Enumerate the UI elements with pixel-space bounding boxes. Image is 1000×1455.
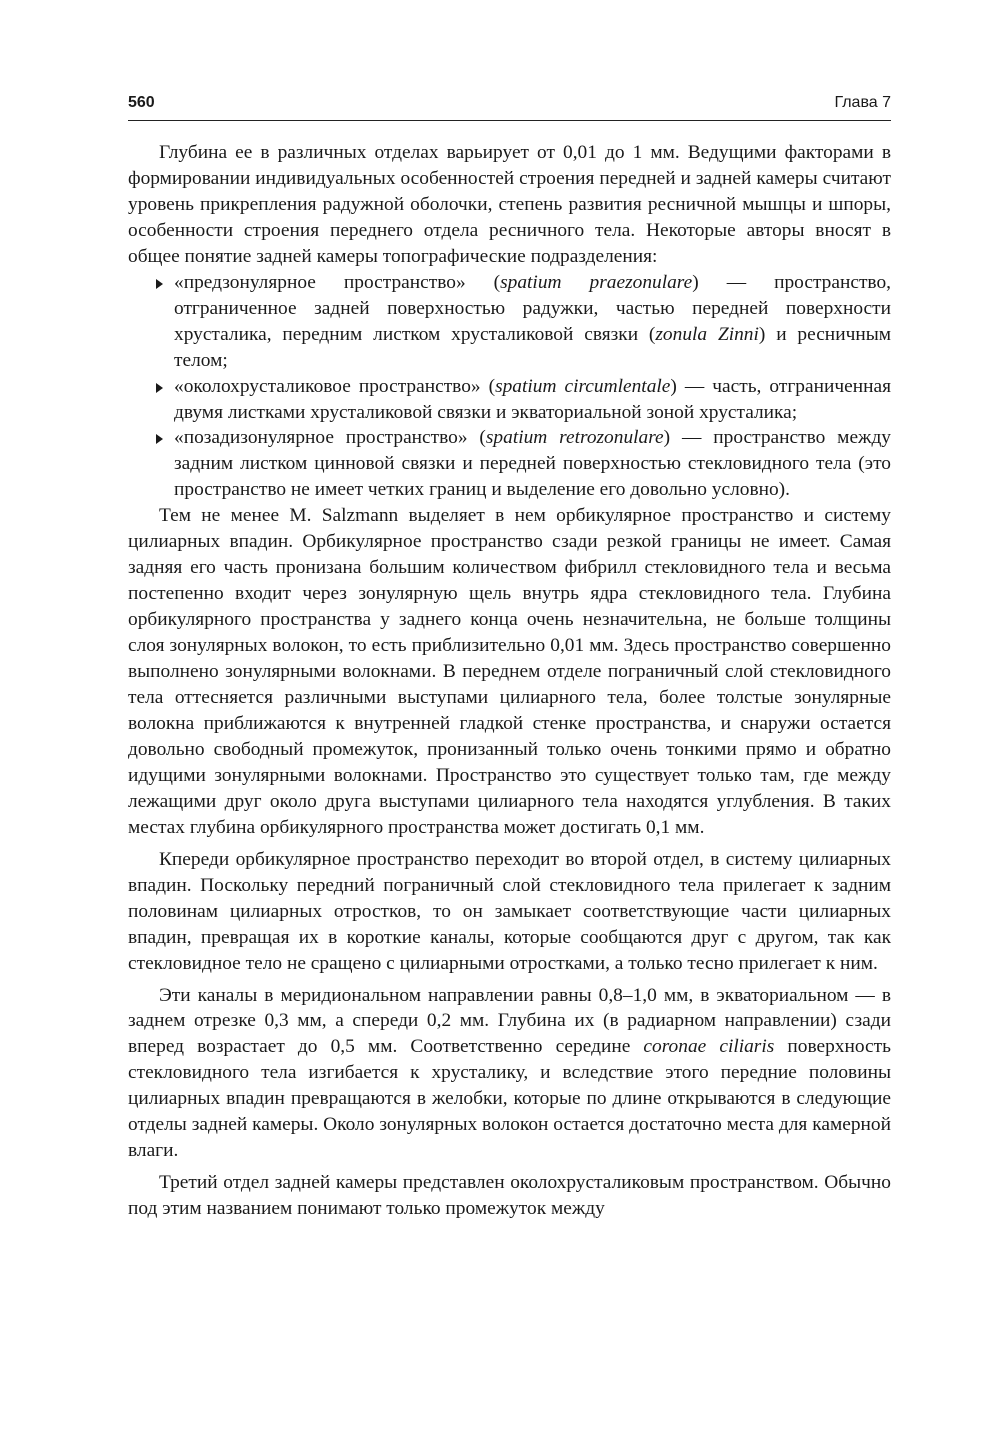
page-number: 560 xyxy=(128,94,155,111)
chapter-title: Глава 7 xyxy=(834,94,891,111)
list-item-text: «позадизонулярное пространство» ( xyxy=(174,427,486,449)
list-item-retrozonular xyxy=(128,425,891,503)
list-item-text: «предзонулярное пространство» ( xyxy=(174,271,501,293)
paragraph-depth-factors: Глубина ее в различных отделах варьирует от 0,01 до 1 мм. Ведущими факторами в формировании индивидуальных особенностей строения передней и задней камеры считают уровень прикрепления радужной оболочки, степень развития ресничной мышцы и шпоры, особенности строения переднего отдела ресничного тела. Некоторые авторы вносят в общее понятие задней камеры топографические подразделения: xyxy=(128,142,891,267)
list-item-text: ) и ресничным телом; xyxy=(174,323,891,371)
list-item-text: ) — пространство между задним листком цинновой связки и передней поверхностью стекловидного тела (это пространство не имеет четких границ и выделение его довольно условно). xyxy=(174,427,892,501)
paragraph-third-section: Третий отдел задней камеры представлен околохрусталиковым пространством. Обычно под этим названием понимают только промежуток между xyxy=(128,1172,891,1220)
latin-term: spatium praezonulare xyxy=(500,271,693,293)
triangle-bullet-icon xyxy=(156,434,163,444)
latin-term: zonula Zinni xyxy=(655,323,759,345)
body-text xyxy=(128,140,891,1222)
running-header xyxy=(128,92,891,121)
triangle-bullet-icon xyxy=(156,279,163,289)
paragraph-text: поверхность стекловидного тела изгибается к хрусталику, и вследствие этого передние половины цилиарных впадин превращаются в желобки, которые по длине открываются в следующие отделы задней камеры. Около зонулярных волокон остается достаточно места для камерной влаги. xyxy=(128,1036,891,1162)
triangle-bullet-icon xyxy=(156,383,163,393)
latin-term: coronae ciliaris xyxy=(643,1036,775,1058)
subdivision-list xyxy=(128,270,891,504)
list-item-text: ) — часть, отграниченная двумя листками хрусталиковой связки и экваториальной зоной хрусталика; xyxy=(174,375,891,423)
paragraph-text: Эти каналы в меридиональном направлении равны 0,8–1,0 мм, в экваториальном — в заднем отрезке 0,3 мм, а спереди 0,2 мм. Глубина их (в радиарном направлении) сзади вперед возрастает до 0,5 мм. Соответственно середине xyxy=(128,984,891,1058)
latin-term: spatium retrozonulare xyxy=(485,427,664,449)
paragraph-ciliary-depressions: Кпереди орбикулярное пространство переходит во второй отдел, в систему цилиарных впадин. Поскольку передний пограничный слой стекловидного тела прилегает к задним половинам цилиарных отростков, то он замыкает соответствующие части цилиарных впадин, превращая их в короткие каналы, которые сообщаются друг с другом, так как стекловидное тело не сращено с цилиарными отростками, а только тесно прилегает к ним. xyxy=(128,848,891,974)
latin-term: spatium circumlentale xyxy=(495,375,671,397)
list-item-circumlental xyxy=(128,374,891,426)
paragraph-salzmann: Тем не менее M. Salzmann выделяет в нем орбикулярное пространство и систему цилиарных впадин. Орбикулярное пространство сзади резкой границы не имеет. Самая задняя его часть пронизана большим количеством фибрилл стекловидного тела и весьма постепенно входит через зонулярную щель внутрь ядра стекловидного тела. Глубина орбикулярного пространства у заднего конца очень незначительна, не больше толщины слоя зонулярных волокон, то есть приблизительно 0,01 мм. Здесь пространство совершенно выполнено зонулярными волокнами. В переднем отделе пограничный слой стекловидного тела оттесняется различными выступами цилиарного тела, более толстые зонулярные волокна приближаются к внутренней гладкой стенке пространства, и снаружи остается довольно свободный промежуток, пронизанный только очень тонкими прямо и обратно идущими зонулярными волокнами. Пространство это существует только там, где между лежащими друг около друга выступами цилиарного тела находятся углубления. В таких местах глубина орбикулярного пространства может достигать 0,1 мм. xyxy=(128,505,891,838)
list-item-text: «околохрусталиковое пространство» ( xyxy=(174,375,496,397)
list-item-text: ) — пространство, отграниченное задней поверхностью радужки, частью передней поверхности хрусталика, передним листком хрусталиковой связки ( xyxy=(174,271,891,345)
paragraph-channels xyxy=(128,983,891,1165)
list-item-prezonular xyxy=(128,270,891,374)
